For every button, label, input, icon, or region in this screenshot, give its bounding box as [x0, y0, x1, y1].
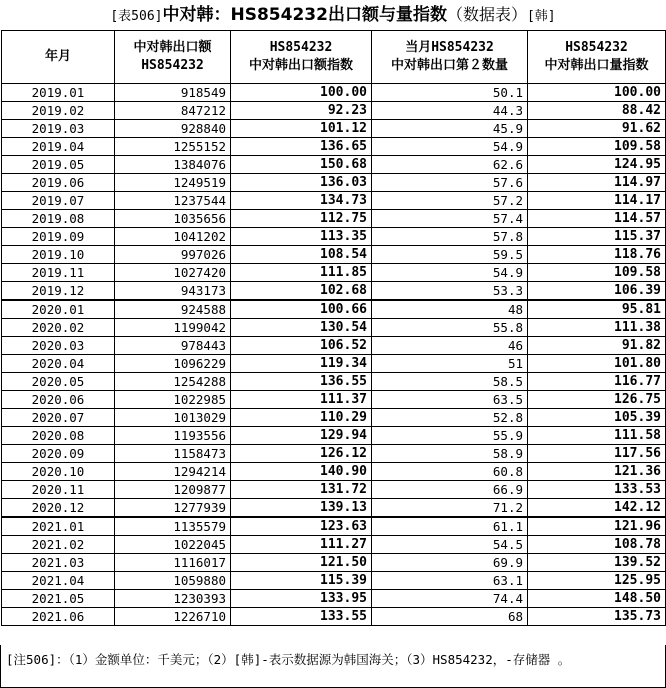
header-line: 中对韩出口额	[133, 40, 212, 55]
cell-value-index: 100.66	[231, 300, 372, 319]
cell-monthly-quantity: 57.4	[372, 210, 528, 228]
table-row	[2, 536, 666, 554]
cell-quantity-index: 121.36	[528, 463, 666, 481]
cell-export-value: 997026	[115, 246, 231, 264]
table-row	[2, 554, 666, 572]
title-paren: （数据表）	[446, 5, 527, 24]
cell-value-index: 139.13	[231, 499, 372, 518]
table-row	[2, 445, 666, 463]
cell-quantity-index: 91.62	[528, 120, 666, 138]
table-row	[2, 174, 666, 192]
cell-value-index: 101.12	[231, 120, 372, 138]
cell-value-index: 136.55	[231, 373, 372, 391]
cell-export-value: 924588	[115, 300, 231, 319]
table-row	[2, 228, 666, 246]
cell-export-value: 1041202	[115, 228, 231, 246]
cell-export-value: 1116017	[115, 554, 231, 572]
table-row	[2, 481, 666, 499]
table-row	[2, 102, 666, 120]
cell-monthly-quantity: 55.8	[372, 319, 528, 337]
cell-year-month: 2021.03	[2, 554, 115, 572]
header-value-index	[231, 31, 372, 84]
cell-monthly-quantity: 57.2	[372, 192, 528, 210]
cell-year-month: 2020.11	[2, 481, 115, 499]
table-row	[2, 246, 666, 264]
table-row	[2, 138, 666, 156]
header-line: HS854232	[141, 58, 204, 73]
header-line: HS854232	[565, 40, 628, 55]
cell-year-month: 2020.07	[2, 409, 115, 427]
cell-quantity-index: 95.81	[528, 300, 666, 319]
cell-monthly-quantity: 68	[372, 608, 528, 626]
cell-export-value: 943173	[115, 282, 231, 301]
header-line: 中对韩出口第２数量	[390, 58, 508, 73]
cell-value-index: 136.03	[231, 174, 372, 192]
header-line: 中对韩出口额指数	[248, 58, 353, 73]
cell-quantity-index: 148.50	[528, 590, 666, 608]
cell-quantity-index: 100.00	[528, 84, 666, 102]
cell-quantity-index: 139.52	[528, 554, 666, 572]
cell-quantity-index: 135.73	[528, 608, 666, 626]
cell-year-month: 2019.03	[2, 120, 115, 138]
cell-year-month: 2019.12	[2, 282, 115, 301]
cell-value-index: 136.65	[231, 138, 372, 156]
cell-year-month: 2020.03	[2, 337, 115, 355]
cell-monthly-quantity: 69.9	[372, 554, 528, 572]
cell-value-index: 102.68	[231, 282, 372, 301]
cell-quantity-index: 125.95	[528, 572, 666, 590]
cell-monthly-quantity: 54.9	[372, 138, 528, 156]
cell-value-index: 140.90	[231, 463, 372, 481]
cell-quantity-index: 101.80	[528, 355, 666, 373]
cell-quantity-index: 105.39	[528, 409, 666, 427]
cell-monthly-quantity: 44.3	[372, 102, 528, 120]
cell-quantity-index: 133.53	[528, 481, 666, 499]
cell-value-index: 119.34	[231, 355, 372, 373]
cell-value-index: 130.54	[231, 319, 372, 337]
cell-quantity-index: 121.96	[528, 517, 666, 536]
cell-export-value: 1059880	[115, 572, 231, 590]
cell-quantity-index: 109.58	[528, 264, 666, 282]
cell-monthly-quantity: 51	[372, 355, 528, 373]
cell-export-value: 1230393	[115, 590, 231, 608]
cell-monthly-quantity: 57.8	[372, 228, 528, 246]
cell-year-month: 2021.02	[2, 536, 115, 554]
cell-export-value: 1209877	[115, 481, 231, 499]
cell-export-value: 1013029	[115, 409, 231, 427]
cell-monthly-quantity: 62.6	[372, 156, 528, 174]
cell-value-index: 111.27	[231, 536, 372, 554]
cell-export-value: 847212	[115, 102, 231, 120]
cell-export-value: 1199042	[115, 319, 231, 337]
cell-year-month: 2019.07	[2, 192, 115, 210]
cell-export-value: 1384076	[115, 156, 231, 174]
cell-monthly-quantity: 54.9	[372, 264, 528, 282]
cell-value-index: 112.75	[231, 210, 372, 228]
cell-quantity-index: 114.97	[528, 174, 666, 192]
cell-monthly-quantity: 57.6	[372, 174, 528, 192]
cell-year-month: 2020.05	[2, 373, 115, 391]
cell-monthly-quantity: 48	[372, 300, 528, 319]
cell-year-month: 2020.01	[2, 300, 115, 319]
table-row	[2, 572, 666, 590]
cell-year-month: 2019.05	[2, 156, 115, 174]
table-row	[2, 355, 666, 373]
table-row	[2, 84, 666, 102]
cell-value-index: 106.52	[231, 337, 372, 355]
cell-year-month: 2020.10	[2, 463, 115, 481]
table-row	[2, 319, 666, 337]
cell-monthly-quantity: 52.8	[372, 409, 528, 427]
cell-monthly-quantity: 63.5	[372, 391, 528, 409]
cell-export-value: 978443	[115, 337, 231, 355]
cell-year-month: 2021.06	[2, 608, 115, 626]
table-row	[2, 210, 666, 228]
table-row	[2, 264, 666, 282]
table-row	[2, 282, 666, 301]
title-suffix: [韩]	[526, 9, 556, 24]
cell-year-month: 2019.08	[2, 210, 115, 228]
cell-year-month: 2019.06	[2, 174, 115, 192]
cell-year-month: 2019.09	[2, 228, 115, 246]
cell-export-value: 1035656	[115, 210, 231, 228]
cell-monthly-quantity: 74.4	[372, 590, 528, 608]
cell-year-month: 2021.04	[2, 572, 115, 590]
cell-quantity-index: 126.75	[528, 391, 666, 409]
cell-export-value: 1249519	[115, 174, 231, 192]
cell-export-value: 1255152	[115, 138, 231, 156]
cell-year-month: 2020.12	[2, 499, 115, 518]
cell-value-index: 121.50	[231, 554, 372, 572]
header-export-value	[115, 31, 231, 84]
cell-value-index: 123.63	[231, 517, 372, 536]
cell-year-month: 2019.01	[2, 84, 115, 102]
page-title	[0, 0, 666, 30]
cell-year-month: 2021.01	[2, 517, 115, 536]
header-line: HS854232	[269, 40, 333, 55]
cell-value-index: 108.54	[231, 246, 372, 264]
cell-monthly-quantity: 55.9	[372, 427, 528, 445]
header-line: 当月HS854232	[405, 40, 494, 55]
cell-export-value: 1022045	[115, 536, 231, 554]
table-row	[2, 427, 666, 445]
table-row	[2, 590, 666, 608]
cell-value-index: 133.95	[231, 590, 372, 608]
cell-monthly-quantity: 58.5	[372, 373, 528, 391]
cell-year-month: 2019.10	[2, 246, 115, 264]
cell-value-index: 100.00	[231, 84, 372, 102]
cell-value-index: 110.29	[231, 409, 372, 427]
cell-quantity-index: 124.95	[528, 156, 666, 174]
cell-monthly-quantity: 60.8	[372, 463, 528, 481]
header-line: 中对韩出口量指数	[544, 58, 649, 73]
cell-monthly-quantity: 50.1	[372, 84, 528, 102]
cell-quantity-index: 111.58	[528, 427, 666, 445]
cell-export-value: 1096229	[115, 355, 231, 373]
table-row	[2, 463, 666, 481]
cell-quantity-index: 111.38	[528, 319, 666, 337]
cell-export-value: 928840	[115, 120, 231, 138]
cell-year-month: 2020.04	[2, 355, 115, 373]
header-year-month	[2, 31, 115, 84]
table-row	[2, 120, 666, 138]
header-quantity-index	[528, 31, 666, 84]
cell-value-index: 111.85	[231, 264, 372, 282]
cell-monthly-quantity: 46	[372, 337, 528, 355]
cell-value-index: 113.35	[231, 228, 372, 246]
footnote: [注506]：（1）金额单位：千美元；（2）[韩]-表示数据源为韩国海关；（3）HS854232，-存储器 。	[6, 652, 571, 667]
cell-monthly-quantity: 53.3	[372, 282, 528, 301]
cell-year-month: 2021.05	[2, 590, 115, 608]
cell-quantity-index: 114.17	[528, 192, 666, 210]
header-monthly-quantity	[372, 31, 528, 84]
cell-year-month: 2020.09	[2, 445, 115, 463]
cell-export-value: 1022985	[115, 391, 231, 409]
cell-quantity-index: 91.82	[528, 337, 666, 355]
title-prefix: [表506]	[110, 9, 163, 24]
cell-monthly-quantity: 63.1	[372, 572, 528, 590]
cell-value-index: 92.23	[231, 102, 372, 120]
data-table	[1, 30, 666, 626]
cell-year-month: 2019.02	[2, 102, 115, 120]
cell-export-value: 1135579	[115, 517, 231, 536]
cell-year-month: 2019.04	[2, 138, 115, 156]
cell-quantity-index: 108.78	[528, 536, 666, 554]
cell-year-month: 2020.06	[2, 391, 115, 409]
table-body	[2, 84, 666, 626]
cell-quantity-index: 106.39	[528, 282, 666, 301]
cell-value-index: 111.37	[231, 391, 372, 409]
cell-monthly-quantity: 61.1	[372, 517, 528, 536]
cell-value-index: 126.12	[231, 445, 372, 463]
cell-monthly-quantity: 71.2	[372, 499, 528, 518]
cell-quantity-index: 116.77	[528, 373, 666, 391]
cell-quantity-index: 118.76	[528, 246, 666, 264]
cell-year-month: 2020.08	[2, 427, 115, 445]
table-row	[2, 192, 666, 210]
cell-value-index: 150.68	[231, 156, 372, 174]
cell-export-value: 918549	[115, 84, 231, 102]
cell-value-index: 133.55	[231, 608, 372, 626]
cell-monthly-quantity: 54.5	[372, 536, 528, 554]
table-row	[2, 409, 666, 427]
cell-quantity-index: 117.56	[528, 445, 666, 463]
cell-quantity-index: 88.42	[528, 102, 666, 120]
table-row	[2, 156, 666, 174]
cell-export-value: 1277939	[115, 499, 231, 518]
cell-export-value: 1254288	[115, 373, 231, 391]
table-row	[2, 517, 666, 536]
table-row	[2, 373, 666, 391]
cell-monthly-quantity: 58.9	[372, 445, 528, 463]
cell-export-value: 1226710	[115, 608, 231, 626]
table-header-row	[2, 31, 666, 84]
cell-export-value: 1193556	[115, 427, 231, 445]
cell-quantity-index: 109.58	[528, 138, 666, 156]
cell-monthly-quantity: 45.9	[372, 120, 528, 138]
cell-export-value: 1027420	[115, 264, 231, 282]
table-row	[2, 499, 666, 518]
cell-monthly-quantity: 66.9	[372, 481, 528, 499]
table-row	[2, 337, 666, 355]
cell-monthly-quantity: 59.5	[372, 246, 528, 264]
table-row	[2, 608, 666, 626]
cell-value-index: 134.73	[231, 192, 372, 210]
cell-value-index: 129.94	[231, 427, 372, 445]
table-row	[2, 300, 666, 319]
table-row	[2, 391, 666, 409]
cell-value-index: 131.72	[231, 481, 372, 499]
header-line: 年月	[44, 49, 71, 64]
cell-quantity-index: 142.12	[528, 499, 666, 518]
cell-year-month: 2020.02	[2, 319, 115, 337]
cell-export-value: 1294214	[115, 463, 231, 481]
cell-quantity-index: 114.57	[528, 210, 666, 228]
cell-quantity-index: 115.37	[528, 228, 666, 246]
cell-export-value: 1158473	[115, 445, 231, 463]
cell-export-value: 1237544	[115, 192, 231, 210]
cell-year-month: 2019.11	[2, 264, 115, 282]
cell-value-index: 115.39	[231, 572, 372, 590]
title-main: 中对韩：HS854232出口额与量指数	[162, 5, 447, 25]
